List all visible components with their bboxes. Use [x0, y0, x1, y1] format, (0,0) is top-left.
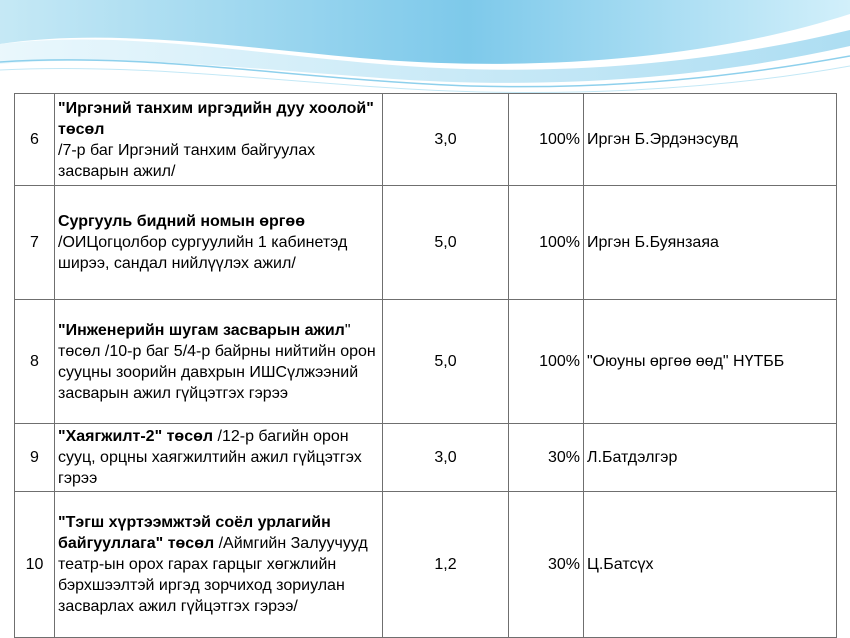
projects-table [14, 93, 837, 638]
project-title: "Тэгш хүртээмжтэй соёл урлагийн байгууллага" төсөл [58, 514, 331, 552]
project-amount: 5,0 [383, 300, 509, 424]
project-description [55, 492, 383, 638]
project-title: "Иргэний танхим иргэдийн дуу хоолой" төсөл [58, 99, 374, 138]
completion-percent: 100% [509, 300, 584, 424]
project-amount: 5,0 [383, 186, 509, 300]
completion-percent: 30% [509, 424, 584, 492]
row-number: 8 [15, 300, 55, 424]
project-detail: /7-р баг Иргэний танхим байгуулах засварын ажил/ [58, 141, 316, 180]
header-wave-decoration [0, 0, 850, 100]
row-number: 10 [15, 492, 55, 638]
project-title: "Хаягжилт-2" төсөл [58, 428, 214, 445]
project-title: "Инженерийн шугам засварын ажил [58, 321, 345, 339]
project-description [55, 424, 383, 492]
project-description [55, 186, 383, 300]
table-row [15, 492, 837, 638]
project-description [55, 94, 383, 186]
project-detail: /Аймгийн Залуучууд театр-ын орох гарах гарцыг хөгжлийн бэрхшээлтэй иргэд зорчиход зориулан засварлах ажил гүйцэтгэх гэрээ/ [58, 535, 368, 615]
table-row [15, 300, 837, 424]
completion-percent: 100% [509, 94, 584, 186]
completion-percent: 30% [509, 492, 584, 638]
completion-percent: 100% [509, 186, 584, 300]
row-number: 9 [15, 424, 55, 492]
project-executor: "Оюуны өргөө өөд" НҮТББ [584, 300, 837, 424]
table-row [15, 186, 837, 300]
table-row [15, 94, 837, 186]
project-title: Сургууль бидний номын өргөө [58, 213, 305, 230]
row-number: 6 [15, 94, 55, 186]
project-executor: Иргэн Б.Буянзаяа [584, 186, 837, 300]
project-executor: Иргэн Б.Эрдэнэсувд [584, 94, 837, 186]
row-number: 7 [15, 186, 55, 300]
project-description [55, 300, 383, 424]
project-detail: /ОИЦогцолбор сургуулийн 1 кабинетэд ширээ, сандал нийлүүлэх ажил/ [58, 234, 348, 272]
project-detail: " төсөл /10-р баг 5/4-р байрны нийтийн орон сууцны зоорийн давхрын ИШСүлжээний засварын ажил гүйцэтгэх гэрээ [58, 321, 376, 402]
table-row [15, 424, 837, 492]
project-detail: /12-р багийн орон сууц, орцны хаягжилтийн ажил гүйцэтгэх гэрээ [58, 428, 362, 487]
project-amount: 3,0 [383, 424, 509, 492]
project-executor: Л.Батдэлгэр [584, 424, 837, 492]
project-amount: 1,2 [383, 492, 509, 638]
project-executor: Ц.Батсүх [584, 492, 837, 638]
project-amount: 3,0 [383, 94, 509, 186]
